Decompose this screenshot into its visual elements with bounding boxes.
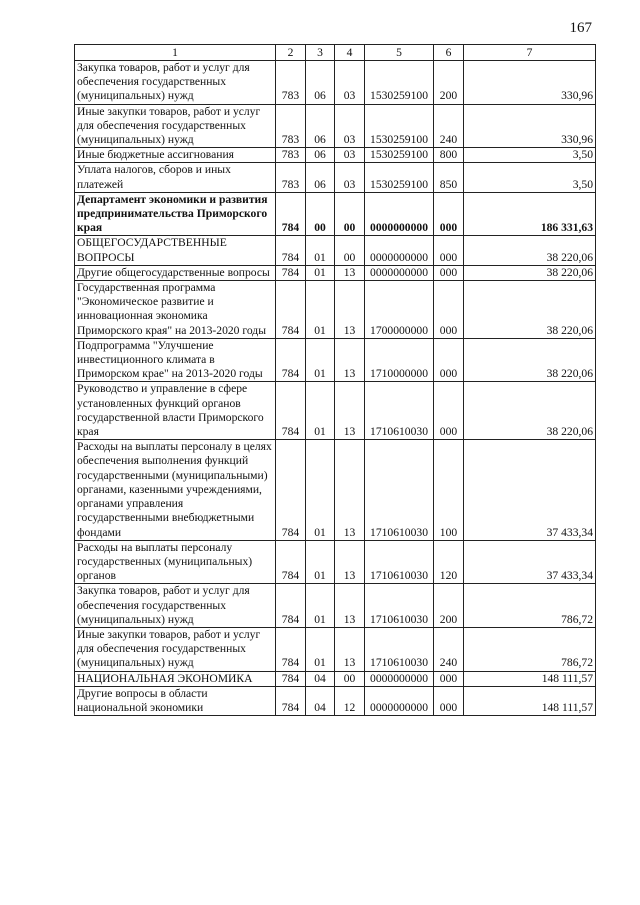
department-code: 784 <box>276 192 306 236</box>
department-code: 783 <box>276 104 306 148</box>
target-article-code: 0000000000 <box>365 686 434 715</box>
subsection-code: 13 <box>335 440 365 540</box>
column-header: 5 <box>365 45 434 61</box>
amount: 786,72 <box>464 584 596 628</box>
row-name: Иные закупки товаров, работ и услуг для обеспечения государственных (муниципальных) нужд <box>75 627 276 671</box>
amount: 330,96 <box>464 104 596 148</box>
target-article-code: 1710610030 <box>365 382 434 440</box>
row-name: Расходы на выплаты персоналу государственных (муниципальных) органов <box>75 540 276 584</box>
subsection-code: 03 <box>335 163 365 192</box>
expense-type-code: 240 <box>434 104 464 148</box>
subsection-code: 13 <box>335 627 365 671</box>
row-name: Руководство и управление в сфере установленных функций органов государственной власти Приморского края <box>75 382 276 440</box>
target-article-code: 1530259100 <box>365 148 434 163</box>
expense-type-code: 200 <box>434 61 464 105</box>
table-row <box>75 440 596 540</box>
table-row <box>75 627 596 671</box>
subsection-code: 13 <box>335 281 365 339</box>
section-code: 01 <box>306 338 335 382</box>
department-code: 784 <box>276 440 306 540</box>
amount: 330,96 <box>464 61 596 105</box>
department-code: 783 <box>276 148 306 163</box>
target-article-code: 0000000000 <box>365 236 434 265</box>
section-code: 01 <box>306 584 335 628</box>
header-row <box>75 45 596 61</box>
amount: 38 220,06 <box>464 382 596 440</box>
amount: 38 220,06 <box>464 281 596 339</box>
section-code: 01 <box>306 281 335 339</box>
table-row <box>75 192 596 236</box>
subsection-code: 13 <box>335 338 365 382</box>
amount: 38 220,06 <box>464 236 596 265</box>
expense-type-code: 100 <box>434 440 464 540</box>
table-row <box>75 382 596 440</box>
department-code: 783 <box>276 61 306 105</box>
table-row <box>75 163 596 192</box>
table-row <box>75 281 596 339</box>
amount: 38 220,06 <box>464 265 596 280</box>
section-code: 01 <box>306 440 335 540</box>
row-name: НАЦИОНАЛЬНАЯ ЭКОНОМИКА <box>75 671 276 686</box>
target-article-code: 1530259100 <box>365 163 434 192</box>
department-code: 784 <box>276 627 306 671</box>
amount: 786,72 <box>464 627 596 671</box>
expense-type-code: 000 <box>434 281 464 339</box>
target-article-code: 0000000000 <box>365 671 434 686</box>
section-code: 04 <box>306 671 335 686</box>
section-code: 01 <box>306 382 335 440</box>
amount: 148 111,57 <box>464 671 596 686</box>
amount: 3,50 <box>464 148 596 163</box>
target-article-code: 1710610030 <box>365 584 434 628</box>
subsection-code: 00 <box>335 236 365 265</box>
amount: 37 433,34 <box>464 540 596 584</box>
row-name: Другие общегосударственные вопросы <box>75 265 276 280</box>
column-header: 3 <box>306 45 335 61</box>
expense-type-code: 240 <box>434 627 464 671</box>
subsection-code: 12 <box>335 686 365 715</box>
target-article-code: 1710610030 <box>365 540 434 584</box>
expense-type-code: 000 <box>434 338 464 382</box>
target-article-code: 1530259100 <box>365 104 434 148</box>
row-name: ОБЩЕГОСУДАРСТВЕННЫЕ ВОПРОСЫ <box>75 236 276 265</box>
subsection-code: 13 <box>335 540 365 584</box>
target-article-code: 0000000000 <box>365 192 434 236</box>
row-name: Уплата налогов, сборов и иных платежей <box>75 163 276 192</box>
department-code: 784 <box>276 281 306 339</box>
section-code: 01 <box>306 627 335 671</box>
table-row <box>75 265 596 280</box>
row-name: Закупка товаров, работ и услуг для обеспечения государственных (муниципальных) нужд <box>75 584 276 628</box>
expense-type-code: 000 <box>434 265 464 280</box>
section-code: 01 <box>306 265 335 280</box>
column-header: 2 <box>276 45 306 61</box>
subsection-code: 00 <box>335 192 365 236</box>
amount: 186 331,63 <box>464 192 596 236</box>
section-code: 04 <box>306 686 335 715</box>
row-name: Департамент экономики и развития предпринимательства Приморского края <box>75 192 276 236</box>
amount: 38 220,06 <box>464 338 596 382</box>
department-code: 784 <box>276 236 306 265</box>
section-code: 06 <box>306 104 335 148</box>
expense-type-code: 000 <box>434 382 464 440</box>
expense-type-code: 000 <box>434 671 464 686</box>
row-name: Расходы на выплаты персоналу в целях обеспечения выполнения функций государственными (муниципальными) органами, казенными учреждениями, органами управления государственными внебюджетными фондами <box>75 440 276 540</box>
expense-type-code: 000 <box>434 686 464 715</box>
expense-type-code: 120 <box>434 540 464 584</box>
department-code: 784 <box>276 338 306 382</box>
section-code: 06 <box>306 148 335 163</box>
table-row <box>75 584 596 628</box>
table-row <box>75 671 596 686</box>
expense-type-code: 800 <box>434 148 464 163</box>
expense-type-code: 000 <box>434 236 464 265</box>
table-row <box>75 104 596 148</box>
table-row <box>75 686 596 715</box>
section-code: 00 <box>306 192 335 236</box>
column-header: 6 <box>434 45 464 61</box>
table-row <box>75 236 596 265</box>
target-article-code: 1710000000 <box>365 338 434 382</box>
department-code: 783 <box>276 163 306 192</box>
subsection-code: 03 <box>335 61 365 105</box>
target-article-code: 1530259100 <box>365 61 434 105</box>
section-code: 06 <box>306 61 335 105</box>
expense-type-code: 200 <box>434 584 464 628</box>
table-row <box>75 148 596 163</box>
target-article-code: 1700000000 <box>365 281 434 339</box>
amount: 37 433,34 <box>464 440 596 540</box>
amount: 3,50 <box>464 163 596 192</box>
row-name: Иные закупки товаров, работ и услуг для обеспечения государственных (муниципальных) нужд <box>75 104 276 148</box>
section-code: 01 <box>306 236 335 265</box>
department-code: 784 <box>276 265 306 280</box>
column-header: 7 <box>464 45 596 61</box>
expense-type-code: 000 <box>434 192 464 236</box>
table-row <box>75 540 596 584</box>
column-header: 1 <box>75 45 276 61</box>
row-name: Другие вопросы в области национальной экономики <box>75 686 276 715</box>
section-code: 06 <box>306 163 335 192</box>
row-name: Подпрограмма "Улучшение инвестиционного климата в Приморском крае" на 2013-2020 годы <box>75 338 276 382</box>
subsection-code: 13 <box>335 265 365 280</box>
target-article-code: 1710610030 <box>365 627 434 671</box>
subsection-code: 13 <box>335 382 365 440</box>
subsection-code: 00 <box>335 671 365 686</box>
row-name: Государственная программа "Экономическое развитие и инновационная экономика Приморского края" на 2013-2020 годы <box>75 281 276 339</box>
page-number: 167 <box>569 20 592 36</box>
expense-type-code: 850 <box>434 163 464 192</box>
amount: 148 111,57 <box>464 686 596 715</box>
department-code: 784 <box>276 686 306 715</box>
column-header: 4 <box>335 45 365 61</box>
department-code: 784 <box>276 671 306 686</box>
target-article-code: 0000000000 <box>365 265 434 280</box>
department-code: 784 <box>276 382 306 440</box>
row-name: Закупка товаров, работ и услуг для обеспечения государственных (муниципальных) нужд <box>75 61 276 105</box>
table-row <box>75 61 596 105</box>
subsection-code: 03 <box>335 148 365 163</box>
subsection-code: 13 <box>335 584 365 628</box>
department-code: 784 <box>276 540 306 584</box>
department-code: 784 <box>276 584 306 628</box>
subsection-code: 03 <box>335 104 365 148</box>
target-article-code: 1710610030 <box>365 440 434 540</box>
table-row <box>75 338 596 382</box>
row-name: Иные бюджетные ассигнования <box>75 148 276 163</box>
budget-table <box>74 44 596 716</box>
section-code: 01 <box>306 540 335 584</box>
